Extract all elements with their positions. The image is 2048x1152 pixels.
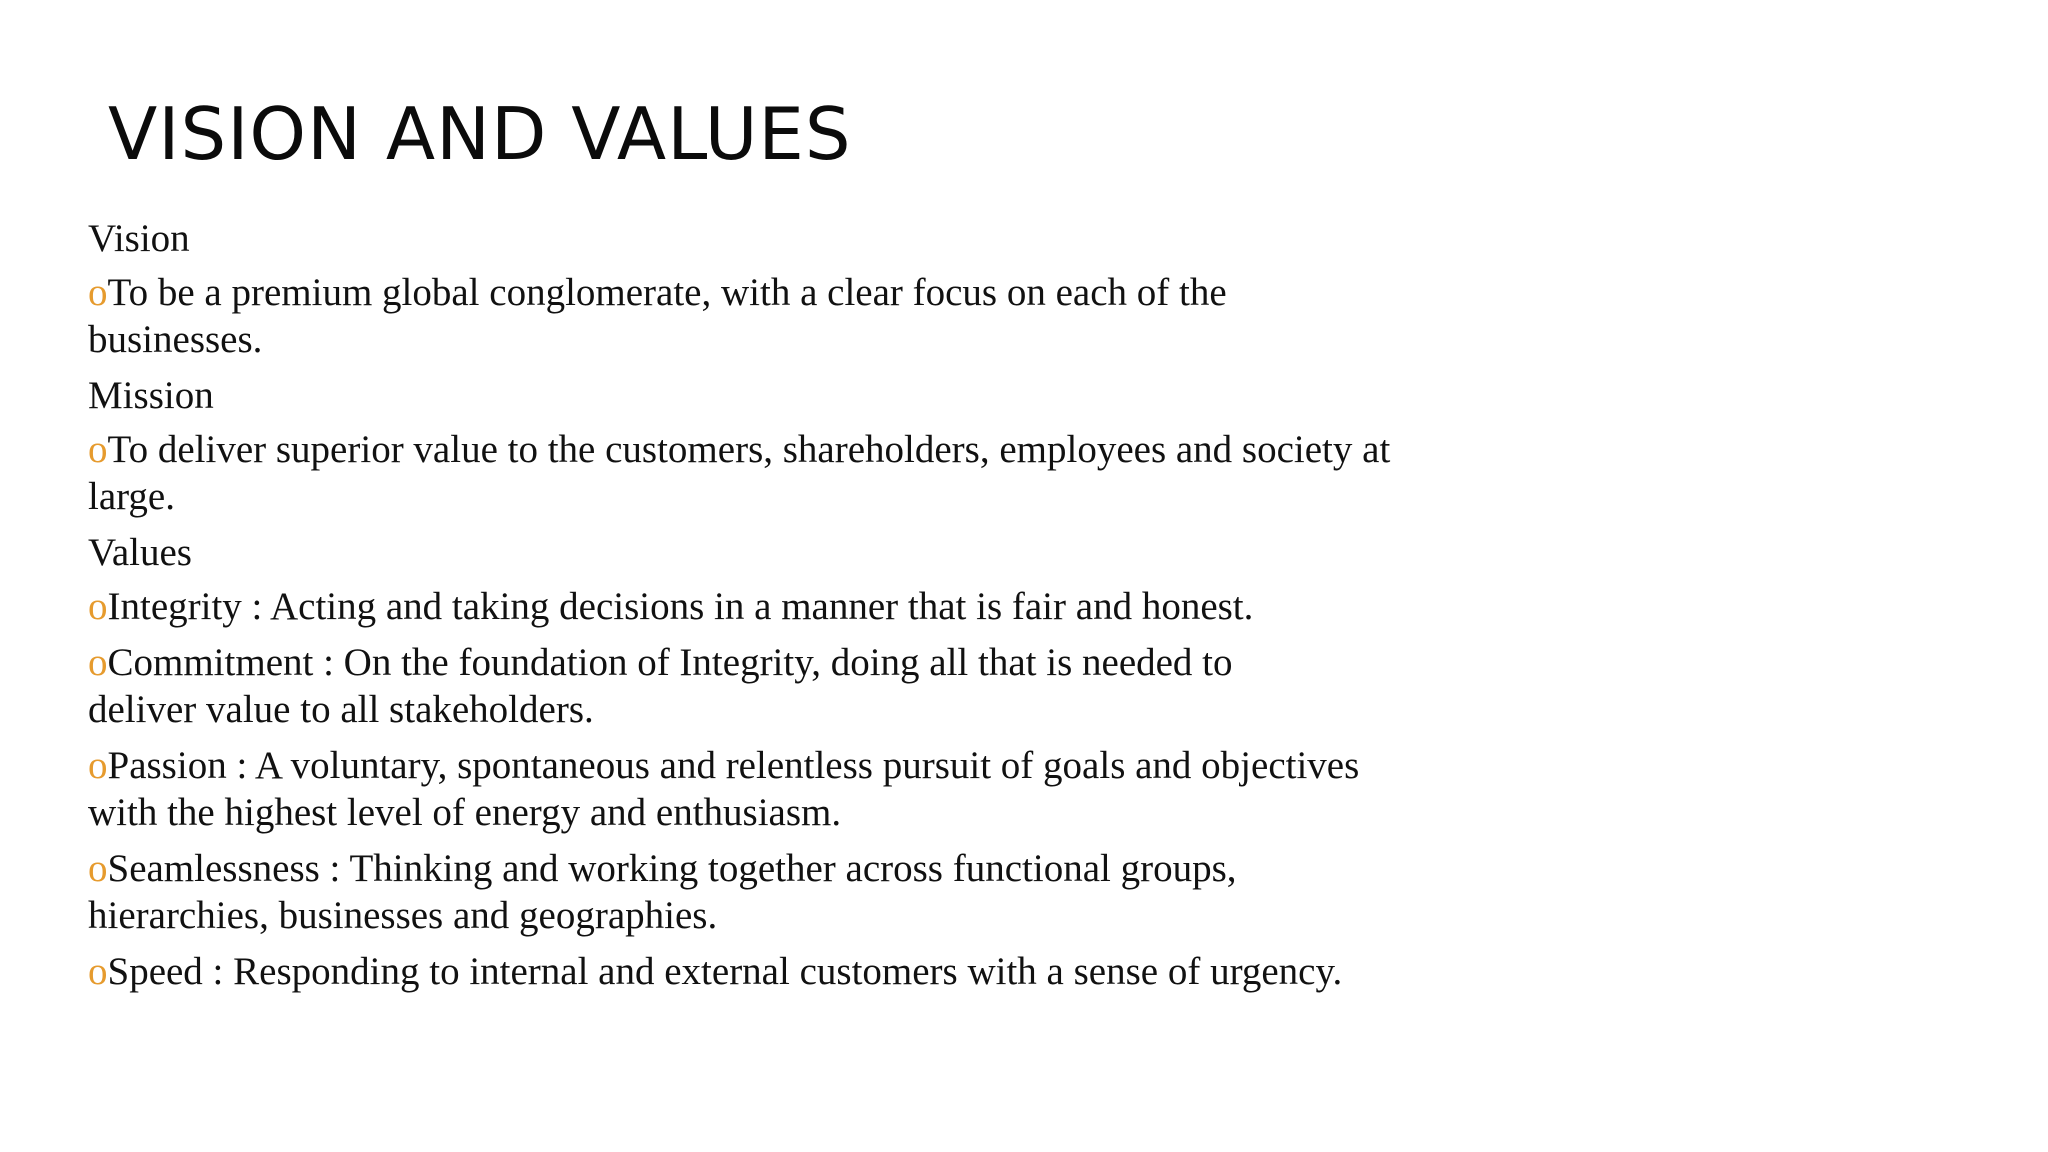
value-text-seamlessness: Seamlessness : Thinking and working together across functional groups, hierarchies, businesses and geographies.: [88, 847, 1237, 937]
value-item-integrity: [88, 583, 1448, 630]
bullet-icon: o: [88, 428, 108, 471]
bullet-icon: o: [88, 744, 108, 787]
section-heading-vision: Vision: [88, 217, 190, 260]
value-text-passion: Passion : A voluntary, spontaneous and relentless pursuit of goals and objectives with the highest level of energy and enthusiasm.: [88, 744, 1360, 834]
mission-item: [88, 426, 1428, 520]
value-text-speed: Speed : Responding to internal and external customers with a sense of urgency.: [107, 950, 1343, 993]
mission-text: To deliver superior value to the customers, shareholders, employees and society at large.: [88, 428, 1391, 518]
bullet-icon: o: [88, 847, 108, 890]
vision-item: [88, 269, 1298, 363]
section-heading-mission: Mission: [88, 374, 214, 417]
bullet-icon: o: [88, 271, 108, 314]
vision-text: To be a premium global conglomerate, with a clear focus on each of the businesses.: [88, 271, 1227, 361]
slide-title: VISION AND VALUES: [108, 92, 852, 176]
value-item-commitment: [88, 639, 1318, 733]
slide-content: [88, 215, 1448, 1004]
bullet-icon: o: [88, 585, 108, 628]
section-heading-values: Values: [88, 531, 192, 574]
value-text-commitment: Commitment : On the foundation of Integrity, doing all that is needed to deliver value to all stakeholders.: [88, 641, 1233, 731]
value-item-seamlessness: [88, 845, 1328, 939]
bullet-icon: o: [88, 641, 108, 684]
value-text-integrity: Integrity : Acting and taking decisions in a manner that is fair and honest.: [107, 585, 1254, 628]
bullet-icon: o: [88, 950, 108, 993]
value-item-speed: [88, 948, 1448, 995]
value-item-passion: [88, 742, 1438, 836]
